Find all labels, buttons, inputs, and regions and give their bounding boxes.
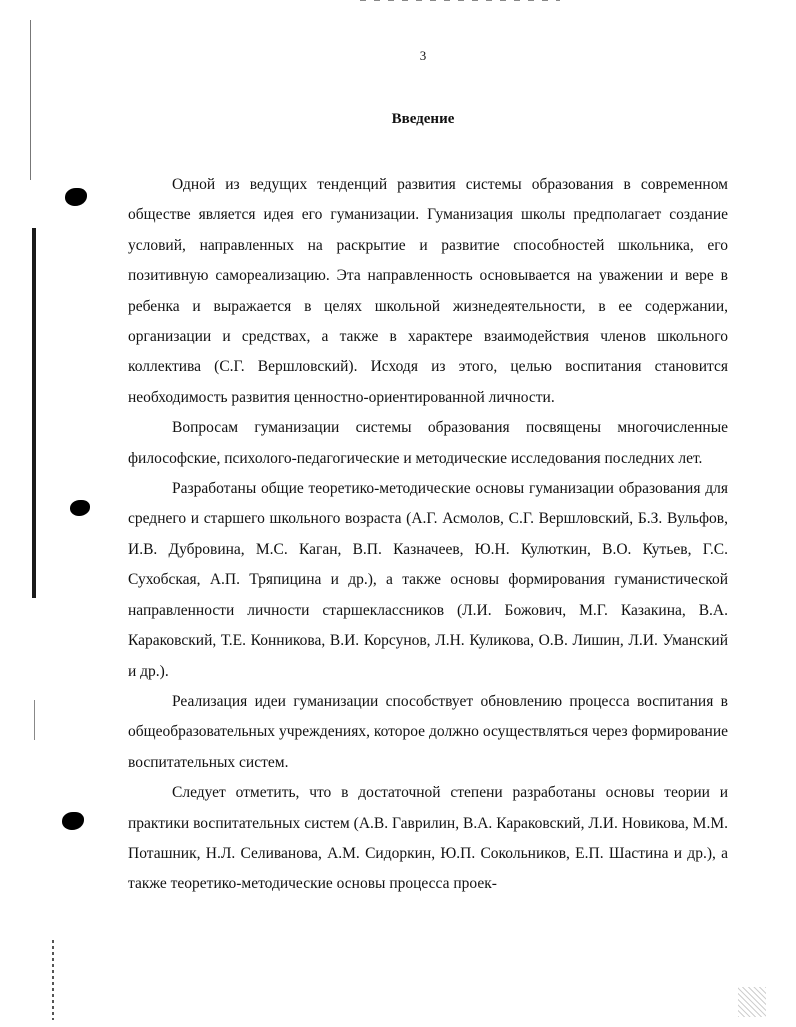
page-title: Введение <box>391 111 455 127</box>
paragraph: Реализация идеи гуманизации способствует обновлению процесса воспитания в общеобразовательных учреждениях, которое должно осуществляться через формирование воспитательных систем. <box>128 692 728 771</box>
page-number: 3 <box>419 48 427 63</box>
scan-artifact-left-line <box>34 700 35 740</box>
scan-artifact-corner <box>738 987 766 1017</box>
document-body <box>128 170 728 900</box>
scan-artifact-top <box>360 0 560 1</box>
scan-artifact-left-line <box>30 20 31 180</box>
paragraph: Следует отметить, что в достаточной степени разработаны основы теории и практики воспитательных систем (А.В. Гаврилин, В.А. Караковский, Л.И. Новикова, М.М. Поташник, Н.Л. Селиванова, А.М. Сидоркин, Ю.П. Сокольников, Е.П. Шастина и др.), а также теоретико-методические основы процесса проек- <box>128 784 728 893</box>
paragraph: Вопросам гуманизации системы образования посвящены многочисленные философские, психолого-педагогические и методические исследования последних лет. <box>128 419 728 467</box>
punch-hole-mark <box>62 812 84 830</box>
paragraph: Одной из ведущих тенденций развития системы образования в современном обществе является идея его гуманизации. Гуманизация школы предполагает создание условий, направленных на раскрытие и развитие способностей школьника, его позитивную самореализацию. Эта направленность основывается на уважении и вере в ребенка и выражается в целях школьной жизнедеятельности, в ее содержании, организации и средствах, а также в характере взаимодействия членов школьного коллектива (С.Г. Вершловский). Исходя из этого, целью воспитания становится необходимость развития ценностно-ориентированной личности. <box>128 176 728 406</box>
paragraph: Разработаны общие теоретико-методические основы гуманизации образования для среднего и старшего школьного возраста (А.Г. Асмолов, С.Г. Вершловский, Б.З. Вульфов, И.В. Дубровина, М.С. Каган, В.П. Казначеев, Ю.Н. Кулюткин, В.О. Кутьев, Г.С. Сухобская, А.П. Тряпицина и др.), а также основы формирования гуманистической направленности личности старшеклассников (Л.И. Божович, М.Г. Казакина, В.А. Караковский, Т.Е. Конникова, В.И. Корсунов, Л.Н. Куликова, О.В. Лишин, Л.И. Уманский и др.). <box>128 480 728 680</box>
punch-hole-mark <box>70 500 90 516</box>
scan-artifact-binding-edge <box>32 228 36 598</box>
punch-hole-mark <box>65 188 87 206</box>
scan-artifact-left-dots <box>52 940 54 1020</box>
